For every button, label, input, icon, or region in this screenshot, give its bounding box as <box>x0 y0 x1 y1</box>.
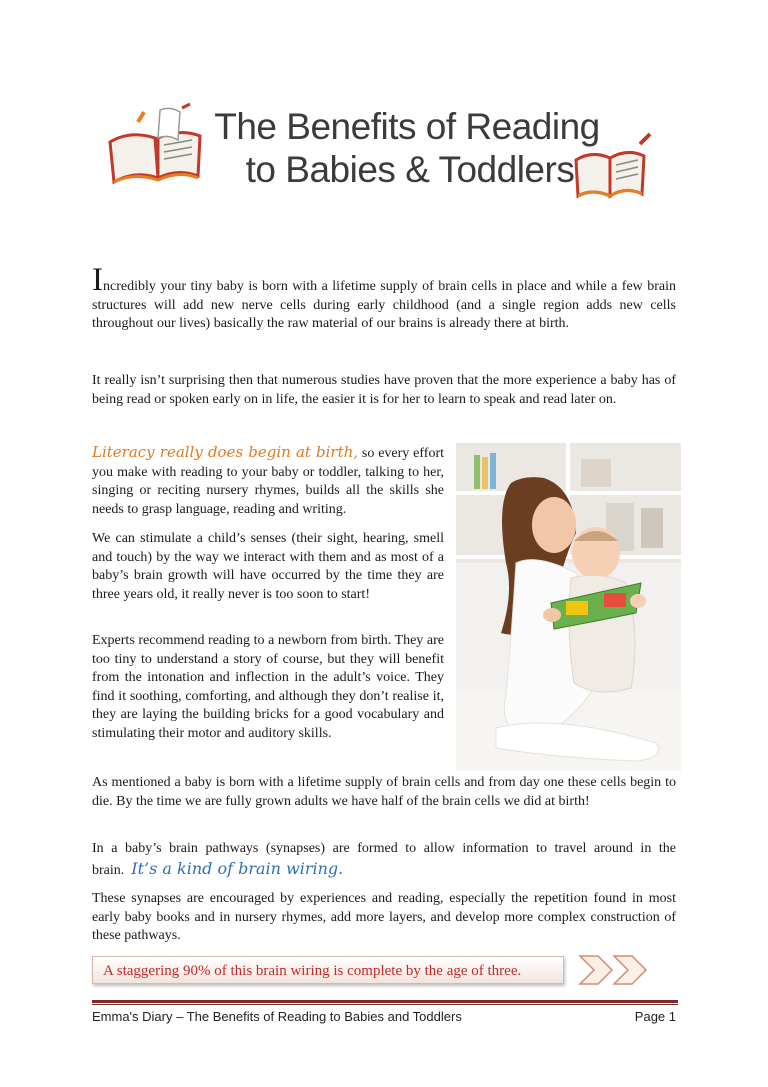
paragraph-synapses <box>92 839 676 881</box>
literacy-text: so every effort you make with reading to your baby or toddler, talking to her, singing or reciting nursery rhymes, builds all the skills she needs to grasp language, reading and writing. <box>92 446 444 517</box>
title-line-2: to Babies & Toddlers <box>245 149 575 190</box>
mother-baby-reading-photo <box>456 443 681 771</box>
paragraph-brain-cells: As mentioned a baby is born with a lifetime supply of brain cells and from day one these cells begin to die. By the time we are fully grown adults we have half of the brain cells we did at birth! <box>92 775 676 809</box>
paragraph-senses: We can stimulate a child’s senses (their sight, hearing, smell and touch) by the way we interact with them and as most of a baby’s brain growth will have occurred by the time they are three years old, it really never is too soon to start! <box>92 531 444 602</box>
paragraph-intro <box>92 262 676 334</box>
paragraph-intro-text: ncredibly your tiny baby is born with a lifetime supply of brain cells in place and while a few brain structures will add new nerve cells during early childhood (and a single region adds new cells throughout our lives) basically the raw material of our brains is already there at birth. <box>92 279 676 331</box>
paragraph-experts: Experts recommend reading to a newborn from birth. They are too tiny to understand a story of course, but they will benefit from the intonation and inflection in the adult’s voice. They find it soothing, comforting, and although they don’t realise it, they are laying the building bricks for a good vocabulary and stimulating their motor and auditory skills. <box>92 633 444 741</box>
literacy-highlight: Literacy really does begin at birth, <box>92 443 359 461</box>
header-banner <box>100 100 660 220</box>
chevron-right-icon <box>612 954 648 986</box>
paragraph-studies: It really isn’t surprising then that numerous studies have proven that the more experience a baby has of being read or spoken early on in life, the easier it is for her to learn to speak and read later on. <box>92 373 676 407</box>
brain-wiring-highlight: It’s a kind of brain wiring. <box>131 859 344 878</box>
synapses-text: In a baby’s brain pathways (synapses) are formed to allow information to travel around in the brain. <box>92 841 676 878</box>
page-number: Page 1 <box>634 1009 676 1024</box>
page-title <box>172 108 642 188</box>
callout-box <box>92 956 564 984</box>
title-line-1: The Benefits of Reading <box>214 106 600 147</box>
callout-text: A staggering 90% of this brain wiring is complete by the age of three. <box>103 963 522 979</box>
chevron-right-icon <box>578 954 614 986</box>
footer-title: Emma's Diary – The Benefits of Reading to Babies and Toddlers <box>92 1009 462 1024</box>
footer-rule <box>92 1000 678 1003</box>
paragraph-encouraged: These synapses are encouraged by experiences and reading, especially the repetition found in most early baby books and in nursery rhymes, add more layers, and develop more complex construction of these pathways. <box>92 891 676 943</box>
paragraph-literacy <box>92 443 444 519</box>
drop-cap: I <box>92 262 103 298</box>
footer-rule-thin <box>92 1004 678 1005</box>
